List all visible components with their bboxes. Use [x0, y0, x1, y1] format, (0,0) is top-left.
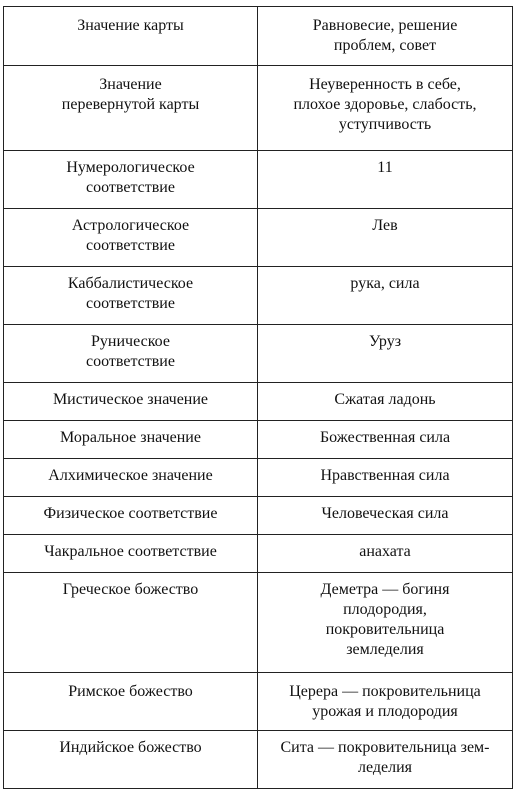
row-label [4, 383, 258, 421]
table-row [4, 267, 513, 325]
row-label-text: Нумерологическое соответствие [66, 159, 195, 196]
row-value [258, 209, 513, 267]
row-value-text: Неуверенность в себе, плохое здоровье, слабость, уступчивость [293, 76, 477, 133]
row-label [4, 535, 258, 573]
row-value [258, 66, 513, 151]
table-row [4, 151, 513, 209]
row-label [4, 267, 258, 325]
row-label [4, 7, 258, 66]
row-value [258, 459, 513, 497]
row-label-text: Физическое соответствие [43, 505, 218, 522]
row-value [258, 325, 513, 383]
row-value [258, 383, 513, 421]
row-label-text: Руническое соответствие [86, 333, 175, 370]
table-row [4, 497, 513, 535]
row-value [258, 673, 513, 731]
table-row [4, 7, 513, 66]
table-row [4, 209, 513, 267]
row-value [258, 421, 513, 459]
row-label-text: Мистическое значение [52, 391, 209, 408]
row-label [4, 66, 258, 151]
row-value-text: Нравственная сила [320, 467, 450, 484]
row-value-text: Сита — покровительница зем- леделия [280, 739, 490, 776]
row-label-text: Каббалистическое соответствие [67, 275, 194, 312]
row-value-text: Деметра — богиня плодородия, покровительница земледелия [320, 581, 450, 658]
row-value-text: Человеческая сила [321, 505, 449, 522]
row-value-text: Церера — покровительница урожая и плодородия [289, 683, 481, 720]
card-correspondence-table [3, 6, 513, 789]
table-row [4, 325, 513, 383]
row-value-text: анахата [359, 543, 411, 560]
row-label-text: Значение карты [77, 17, 184, 34]
row-value [258, 497, 513, 535]
row-value [258, 151, 513, 209]
row-value [258, 535, 513, 573]
row-label [4, 325, 258, 383]
row-value [258, 267, 513, 325]
table-row [4, 673, 513, 731]
row-label [4, 421, 258, 459]
row-label-text: Астрологическое соответствие [71, 217, 190, 254]
table-row [4, 421, 513, 459]
row-label-text: Греческое божество [62, 581, 199, 598]
row-value-text: Божественная сила [319, 429, 451, 446]
row-label [4, 497, 258, 535]
row-label-text: Моральное значение [60, 429, 201, 446]
row-value [258, 731, 513, 789]
row-value-text: Сжатая ладонь [334, 391, 436, 408]
row-label [4, 673, 258, 731]
row-value [258, 7, 513, 66]
row-label [4, 209, 258, 267]
row-label-text: Алхимическое значение [48, 467, 213, 484]
row-label [4, 459, 258, 497]
row-label [4, 731, 258, 789]
table-row [4, 459, 513, 497]
row-value-text: рука, сила [350, 275, 420, 292]
table-row [4, 535, 513, 573]
table-row [4, 383, 513, 421]
row-label-text: Римское божество [68, 683, 193, 700]
table-row [4, 573, 513, 673]
table-row [4, 731, 513, 789]
row-label-text: Чакральное соответствие [44, 543, 217, 560]
row-value-text: Уруз [368, 333, 402, 350]
row-label-text: Значение перевернутой карты [61, 76, 200, 113]
row-value-text: Лев [372, 217, 398, 234]
table-row [4, 66, 513, 151]
row-label-text: Индийское божество [59, 739, 202, 756]
row-label [4, 151, 258, 209]
row-label [4, 573, 258, 673]
row-value-text: 11 [377, 159, 393, 176]
row-value [258, 573, 513, 673]
row-value-text: Равновесие, решение проблем, совет [312, 17, 458, 54]
